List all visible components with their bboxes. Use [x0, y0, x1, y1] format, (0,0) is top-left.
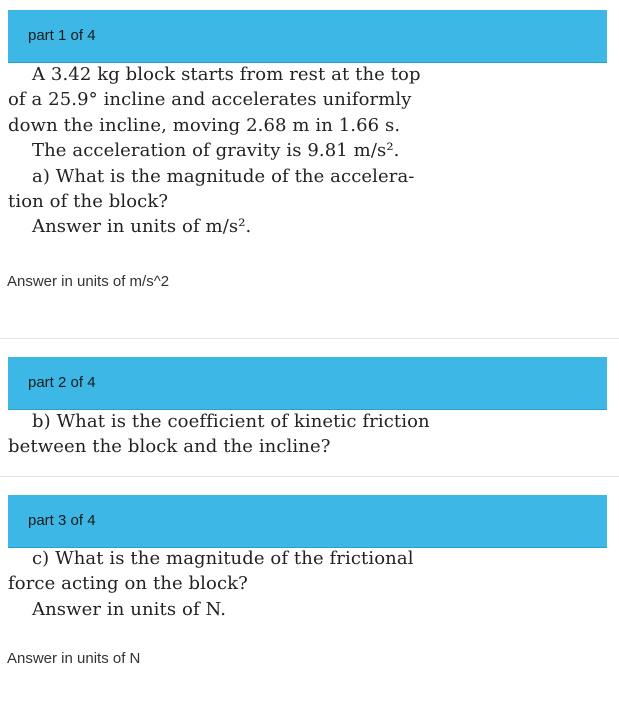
problem-line: of a 25.9° incline and accelerates uniformly: [8, 89, 412, 111]
part-3-label: part 3 of 4: [28, 512, 96, 529]
problem-line: force acting on the block?: [8, 573, 248, 595]
part-3-answer-hint: Answer in units of N: [7, 650, 141, 667]
problem-line: tion of the block?: [8, 191, 169, 213]
part-3-problem-text: [8, 546, 448, 622]
problem-line: between the block and the incline?: [8, 436, 331, 458]
part-1-answer-hint: Answer in units of m/s^2: [7, 273, 170, 290]
part-1-label: part 1 of 4: [28, 27, 96, 44]
problem-line: A 3.42 kg block starts from rest at the top: [32, 64, 421, 85]
divider: [0, 476, 619, 477]
part-2-problem-text: [8, 409, 448, 460]
divider: [0, 338, 619, 339]
problem-line: c) What is the magnitude of the frictional: [32, 548, 414, 569]
problem-line: The acceleration of gravity is 9.81 m/s².: [32, 140, 400, 162]
problem-line: Answer in units of m/s².: [32, 216, 252, 238]
problem-line: a) What is the magnitude of the accelera-: [32, 165, 415, 187]
part-2-label: part 2 of 4: [28, 374, 96, 391]
problem-line: b) What is the coefficient of kinetic friction: [32, 411, 430, 432]
part-1-header: [8, 10, 607, 63]
problem-line: down the incline, moving 2.68 m in 1.66 s.: [8, 114, 401, 136]
part-1-problem-text: [8, 62, 448, 240]
problem-line: Answer in units of N.: [32, 598, 227, 620]
part-2-header: [8, 357, 607, 410]
part-3-header: [8, 495, 607, 548]
